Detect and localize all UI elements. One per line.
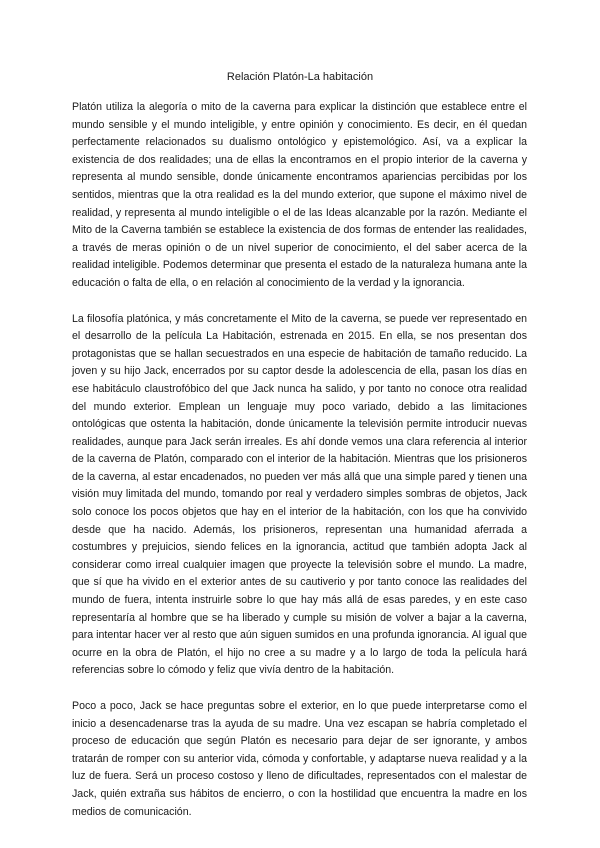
paragraph-1: Platón utiliza la alegoría o mito de la caverna para explicar la distinción que establece entre el mundo sensible y el mundo inteligible, y entre opinión y conocimiento. Es decir, en él quedan perfectamente relacionados su dualismo ontológico y epistemológico. Así, va a explicar la existencia de dos realidades; una de ellas la encontramos en el propio interior de la caverna y representa al mundo sensible, donde únicamente encontramos apariencias percibidas por los sentidos, mientras que la otra realidad es la del mundo exterior, que supone el máximo nivel de realidad, y representa al mundo inteligible o el de las Ideas alcanzable por la razón. Mediante el Mito de la Caverna también se establece la existencia de dos formas de entender las realidades, a través de meras opinión o de un nivel superior de conocimiento, el del saber acerca de la realidad inteligible. Podemos determinar que presenta el estado de la naturaleza humana ante la educación o falta de ella, o en relación al conocimiento de la verdad y la ignorancia. [72,101,527,289]
document-title: Relación Platón-La habitación [226,71,374,83]
document-body [72,99,527,839]
paragraph-2: La filosofía platónica, y más concretamente el Mito de la caverna, se puede ver representado en el desarrollo de la película La Habitación, estrenada en 2015. En ella, se nos presentan dos protagonistas que se hallan secuestrados en una especie de habitación de tamaño reducido. La joven y su hijo Jack, encerrados por su captor desde la adolescencia de ella, pasan los días en ese habitáculo claustrofóbico del que Jack nunca ha salido, y por tanto no conoce otra realidad del mundo exterior. Emplean un lenguaje muy poco variado, debido a las limitaciones ontológicas que ostenta la habitación, donde únicamente la televisión permite introducir nuevas realidades, aunque para Jack serán irreales. Es ahí donde vemos una clara referencia al interior de la caverna de Platón, comparado con el interior de la habitación. Mientras que los prisioneros de la caverna, al estar encadenados, no pueden ver más allá que una simple pared y tienen una visión muy limitada del mundo, tomando por real y verdadero simples sombras de objetos, Jack solo conoce los pocos objetos que hay en el interior de la habitación, con los que ha convivido desde que ha nacido. Además, los prisioneros, representan una humanidad aferrada a costumbres y prejuicios, siendo felices en la ignorancia, actitud que también adopta Jack al considerar como irreal cualquier imagen que proyecte la televisión sobre el mundo. La madre, que sí que ha vivido en el exterior antes de su cautiverio y por tanto conoce las realidades del mundo de fuera, intenta instruirle sobre lo que hay más allá de esas paredes, y en este caso representaría al hombre que se ha liberado y cumple su misión de volver a bajar a la caverna, para intentar hacer ver al resto que aún siguen sumidos en una profunda ignorancia. Al igual que ocurre en la obra de Platón, el hijo no cree a su madre y a lo largo de toda la película hará referencias sobre lo cómodo y feliz que vivía dentro de la habitación. [72,312,527,677]
paragraph-3: Poco a poco, Jack se hace preguntas sobre el exterior, en lo que puede interpretarse como el inicio a desencadenarse tras la ayuda de su madre. Una vez escapan se habría completado el proceso de educación que según Platón es necesario para dejar de ser ignorante, y ambos tratarán de romper con su anterior vida, cómoda y confortable, y adaptarse nueva realidad y a la luz de fuera. Será un proceso costoso y lleno de dificultades, representados con el malestar de Jack, quién extraña sus hábitos de encierro, o con la hostilidad que encuentra la madre en los medios de comunicación. [72,700,527,818]
